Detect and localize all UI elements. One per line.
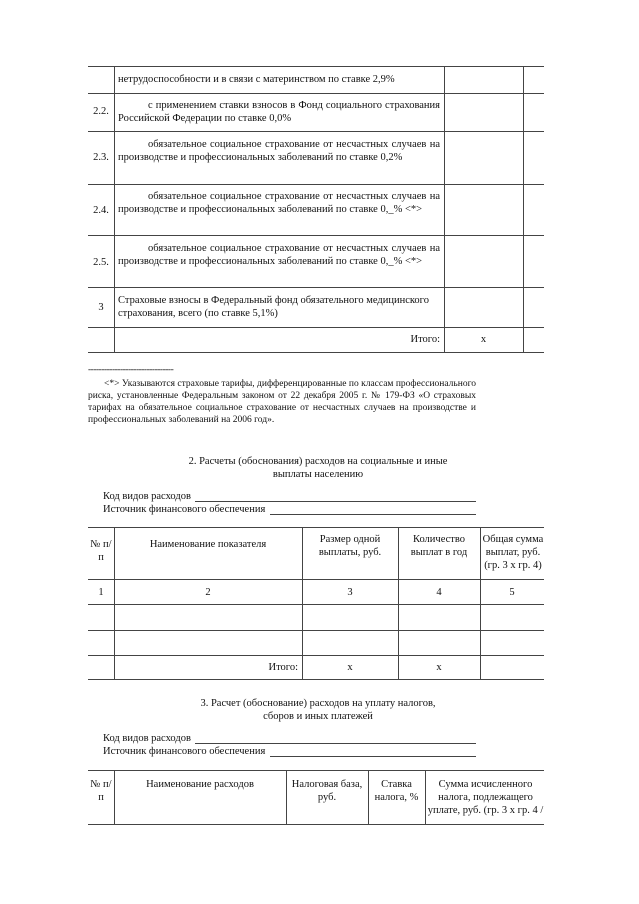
header-tax-amount: Сумма исчисленного налога, подлежащего уплате, руб. (гр. 3 x гр. 4 /: [427, 779, 544, 816]
row-number: 3: [98, 302, 104, 313]
funding-source-label: Источник финансового обеспечения: [103, 504, 266, 515]
footnote-text: <*> Указываются страховые тарифы, дифференцированные по классам профессионального риска, установленные Федеральным законом от 22 декабря 2005 г. № 179-ФЗ «О страховых тарифах на обязательное социальное страхование от несчастных случаев на производстве и профессиональных заболеваний на 2006 год».: [88, 379, 476, 425]
total-x-mark: x: [480, 334, 487, 345]
funding-source-line[interactable]: [270, 514, 476, 515]
row-number: 2.5.: [93, 257, 109, 268]
funding-source-line[interactable]: [270, 756, 476, 757]
row-text: обязательное социальное страхование от несчастных случаев на производстве и профессиональных заболеваний по ставке 0,2%: [118, 139, 440, 163]
row-text: с применением ставки взносов в Фонд социального страхования Российской Федерации по ставке 0,0%: [118, 100, 440, 124]
row-number: 2.4.: [93, 205, 109, 216]
total-x-mark: x: [436, 662, 442, 673]
row-number: 2.2.: [93, 106, 109, 117]
row-text: Страховые взносы в Федеральный фонд обязательного медицинского страхования, всего (по ставке 5,1%): [118, 295, 429, 319]
column-number: 1: [98, 587, 104, 598]
column-number: 4: [436, 587, 442, 598]
header-number: № п/п: [90, 779, 112, 803]
section3-title-line2: сборов и иных платежей: [263, 711, 373, 722]
row-text: обязательное социальное страхование от несчастных случаев на производстве и профессиональных заболеваний по ставке 0,_% <*>: [118, 191, 440, 215]
section3-title: 3. Расчет (обоснование) расходов на уплату налогов,: [200, 698, 436, 709]
total-label: Итого:: [268, 662, 298, 673]
column-number: 2: [205, 587, 211, 598]
column-number: 3: [347, 587, 353, 598]
code-field-line[interactable]: [195, 501, 476, 502]
row-text: нетрудоспособности и в связи с материнством по ставке 2,9%: [118, 74, 395, 85]
row-text: обязательное социальное страхование от несчастных случаев на производстве и профессиональных заболеваний по ставке 0,_% <*>: [118, 243, 440, 267]
total-x-mark: x: [347, 662, 353, 673]
code-field-label: Код видов расходов: [103, 733, 191, 744]
code-field-line[interactable]: [195, 743, 476, 744]
header-payment-size: Размер одной выплаты, руб.: [318, 534, 382, 558]
code-field-label: Код видов расходов: [103, 491, 191, 502]
header-indicator-name: Наименование показателя: [149, 539, 267, 550]
header-total-amount: Общая сумма выплат, руб. (гр. 3 x гр. 4): [482, 534, 544, 571]
total-label: Итого:: [410, 334, 440, 345]
section2-title-line2: выплаты населению: [272, 469, 364, 480]
funding-source-label: Источник финансового обеспечения: [103, 746, 266, 757]
footnote-separator: --------------------------------: [88, 365, 174, 375]
header-payment-count: Количество выплат в год: [410, 534, 468, 558]
header-tax-base: Налоговая база, руб.: [291, 779, 363, 803]
column-number: 5: [509, 587, 515, 598]
header-tax-rate: Ставка налога, %: [374, 779, 419, 803]
row-number: 2.3.: [93, 152, 109, 163]
header-number: № п/п: [90, 539, 112, 563]
section2-title: 2. Расчеты (обоснования) расходов на социальные и иные: [188, 456, 448, 467]
header-expense-name: Наименование расходов: [146, 779, 254, 790]
